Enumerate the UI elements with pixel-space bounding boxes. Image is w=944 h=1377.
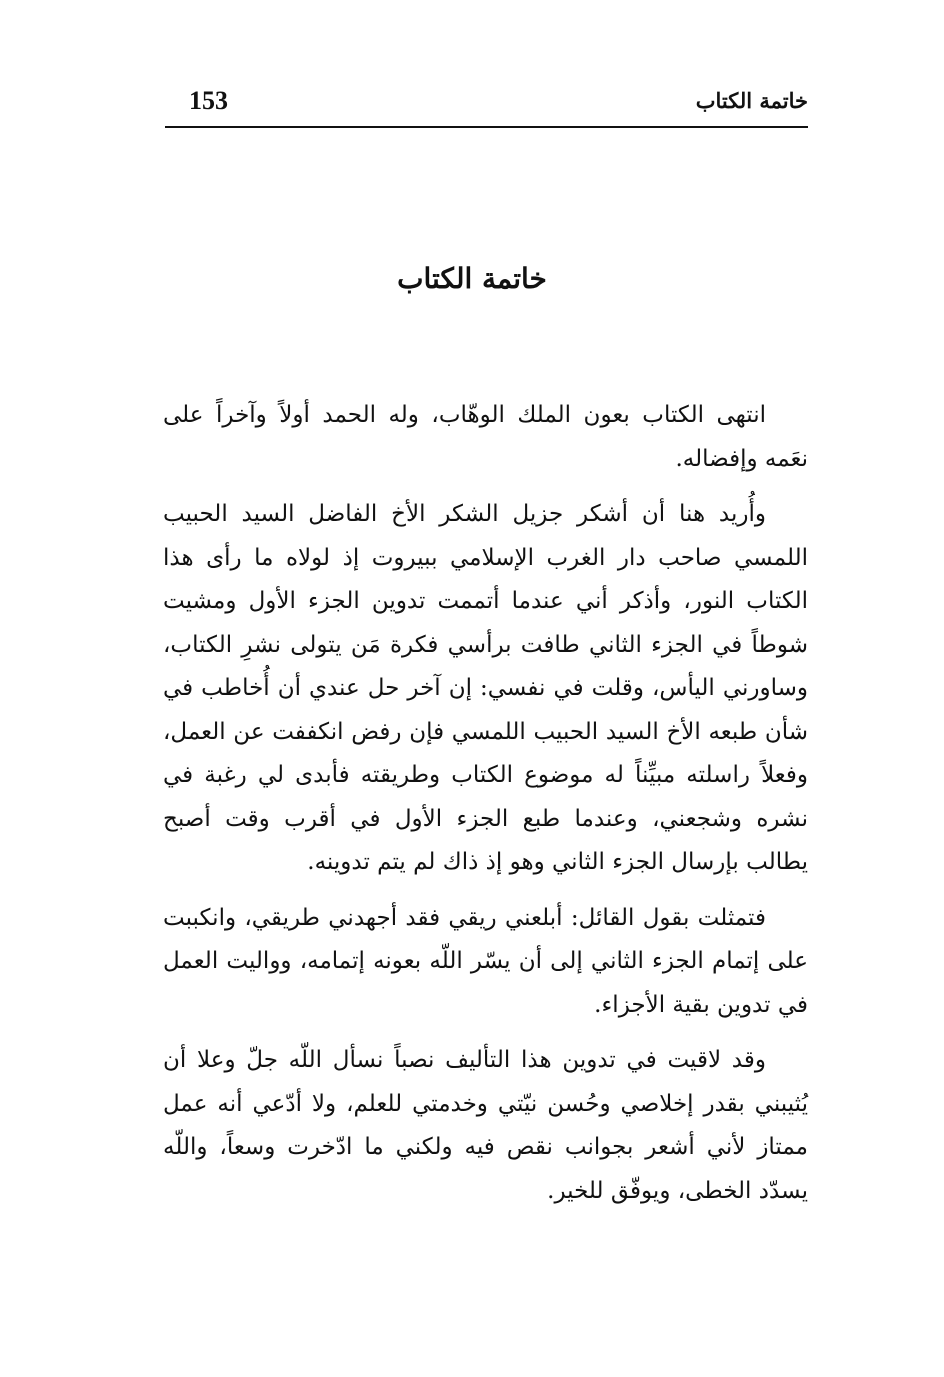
paragraph-1: انتهى الكتاب بعون الملك الوهّاب، وله الحمد أولاً وآخراً على نعَمه وإفضاله.	[163, 402, 808, 472]
page-number: 153	[189, 86, 228, 115]
body-text	[163, 394, 808, 1225]
paragraph-2: وأُريد هنا أن أشكر جزيل الشكر الأخ الفاضل السيد الحبيب اللمسي صاحب دار الغرب الإسلامي ببيروت إذ لولاه ما رأى هذا الكتاب النور، وأذكر أني عندما أتممت تدوين الجزء الأول ومشيت شوطاً في الجزء الثاني طافت برأسي فكرة مَن يتولى نشرِ الكتاب، وساورني اليأس، وقلت في نفسي: إن آخر حل عندي أن أُخاطب في شأن طبعه الأخ السيد الحبيب اللمسي فإن رفض انكففت عن العمل، وفعلاً راسلته مبيِّناً له موضوع الكتاب وطريقته فأبدى لي رغبة في نشره وشجعني، وعندما طبع الجزء الأول في أقرب وقت أصبح يطالب بإرسال الجزء الثاني وهو إذ ذاك لم يتم تدوينه.	[163, 501, 808, 875]
paragraph-4: وقد لاقيت في تدوين هذا التأليف نصباً نسأل اللّه جلّ وعلا أن يُثيبني بقدر إخلاصي وحُسن نيّتي وخدمتي للعلم، ولا أدّعي أنه عمل ممتاز لأني أشعر بجوانب نقص فيه ولكني ما ادّخرت وسعاً، واللّه يسدّد الخطى، ويوفّق للخير.	[163, 1047, 808, 1204]
running-header	[165, 86, 808, 128]
paragraph-3: فتمثلت بقول القائل: أبلعني ريقي فقد أجهدني طريقي، وانكببت على إتمام الجزء الثاني إلى أن يسّر اللّه بعونه إتمامه، وواليت العمل في تدوين بقية الأجزاء.	[163, 904, 808, 1018]
running-title: خاتمة الكتاب	[695, 88, 808, 113]
chapter-title: خاتمة الكتاب	[397, 262, 547, 295]
